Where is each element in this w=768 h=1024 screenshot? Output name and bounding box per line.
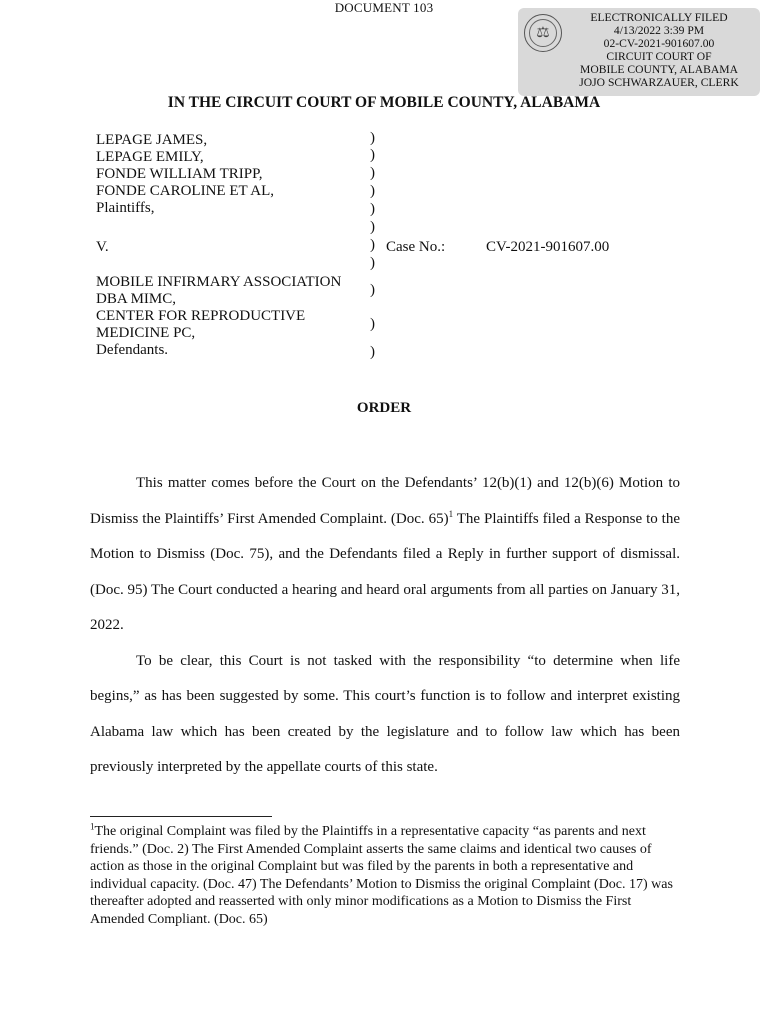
- caption-paren: ): [370, 130, 375, 146]
- body-paragraph: [90, 466, 680, 644]
- paragraph-text: The Plaintiffs filed a Response to the Motion to Dismiss (Doc. 75), and the Defendants filed a Reply in further support of dismissal. (Doc. 95) The Court conducted a hearing and heard oral arguments from all parties on January 31, 2022.: [90, 510, 680, 633]
- plaintiff-name: LEPAGE JAMES,: [96, 132, 208, 148]
- plaintiffs-block: [96, 132, 274, 217]
- footnote-text: The original Complaint was filed by the Plaintiffs in a representative capacity “as parents and next friends.” (Doc. 2) The First Amended Complaint asserts the same claims and identical two causes of action as those in the original Complaint but was filed by the parents in both a representative and individual capacity. (Doc. 47) The Defendants’ Motion to Dismiss the original Complaint (Doc. 17) was thereafter adopted and reasserted with only minor modifications as a Motion to Dismiss the First Amended Compliant. (Doc. 65): [90, 824, 673, 927]
- caption-paren: ): [370, 255, 375, 271]
- case-number-value: CV-2021-901607.00: [486, 239, 610, 255]
- caption-paren: ): [370, 219, 375, 235]
- stamp-text: [558, 11, 760, 89]
- defendant-name: CENTER FOR REPRODUCTIVE: [96, 308, 306, 324]
- paragraph-text: This matter comes before the Court on the Defendants’ 12(b)(1) and 12(b)(6) Motion to Dismiss the Plaintiffs’ First Amended Complaint. (Doc. 65): [90, 475, 680, 527]
- caption-paren: ): [370, 165, 375, 181]
- order-body: [90, 466, 680, 786]
- document-number-label: DOCUMENT 103: [334, 0, 434, 15]
- footnote-divider: [90, 816, 272, 817]
- defendant-name: DBA MIMC,: [96, 291, 177, 307]
- caption-paren: ): [370, 344, 375, 360]
- stamp-line: ELECTRONICALLY FILED: [590, 11, 728, 24]
- defendant-name: MOBILE INFIRMARY ASSOCIATION: [96, 274, 342, 290]
- footnote-reference: 1: [448, 508, 454, 519]
- caption-paren: ): [370, 237, 375, 253]
- caption-paren: ): [370, 183, 375, 199]
- caption-paren: ): [370, 147, 375, 163]
- plaintiff-name: LEPAGE EMILY,: [96, 149, 204, 165]
- stamp-line: 02-CV-2021-901607.00: [603, 37, 715, 50]
- order-title: ORDER: [356, 400, 412, 416]
- plaintiff-name: FONDE WILLIAM TRIPP,: [96, 166, 263, 182]
- plaintiffs-label: Plaintiffs,: [96, 200, 155, 216]
- plaintiff-name: FONDE CAROLINE ET AL,: [96, 183, 275, 199]
- court-title: IN THE CIRCUIT COURT OF MOBILE COUNTY, ALABAMA: [167, 94, 601, 111]
- stamp-line: CIRCUIT COURT OF: [606, 50, 712, 63]
- stamp-line: JOJO SCHWARZAUER, CLERK: [579, 76, 739, 89]
- footnote-mark: 1: [90, 821, 95, 832]
- footnote: [90, 823, 680, 928]
- body-paragraph: To be clear, this Court is not tasked with the responsibility “to determine when life begins,” as has been suggested by some. This court’s function is to follow and interpret existing Alabama law which has been created by the legislature and to follow law which has been previously interpreted by the appellate courts of this state.: [90, 652, 680, 775]
- caption-paren: ): [370, 201, 375, 217]
- caption-paren: ): [370, 282, 375, 298]
- defendants-label: Defendants.: [96, 342, 169, 358]
- versus-label: V.: [96, 239, 109, 255]
- defendant-name: MEDICINE PC,: [96, 325, 196, 341]
- stamp-line: MOBILE COUNTY, ALABAMA: [580, 63, 738, 76]
- defendants-block: [96, 274, 341, 359]
- stamp-line: 4/13/2022 3:39 PM: [613, 24, 705, 37]
- caption-paren: ): [370, 316, 375, 332]
- case-number-label: Case No.:: [386, 239, 446, 255]
- electronic-filing-stamp: [518, 8, 760, 96]
- court-seal-icon: [524, 14, 562, 52]
